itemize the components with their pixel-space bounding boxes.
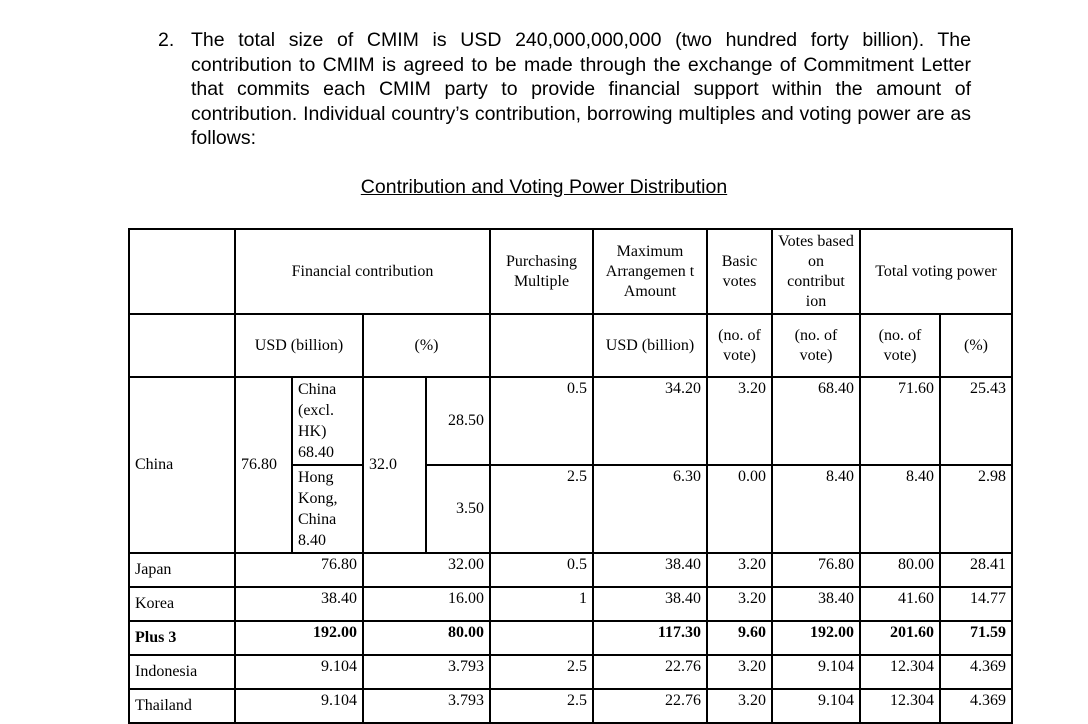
cell-total-pct: 14.77 — [940, 587, 1012, 621]
cell-pct: 16.00 — [363, 587, 490, 621]
hong-kong-votes: 8.40 — [772, 465, 860, 553]
china-mainland-max-amount: 34.20 — [593, 377, 707, 465]
cell-basic-votes: 9.60 — [707, 621, 772, 655]
hong-kong-label: Hong Kong, China 8.40 — [292, 465, 363, 553]
cell-total-pct: 4.369 — [940, 655, 1012, 689]
cell-max-amount: 117.30 — [593, 621, 707, 655]
table-row-plus-3 — [129, 621, 1012, 655]
cell-multiple — [490, 621, 593, 655]
cell-total: 201.60 — [860, 621, 940, 655]
cell-votes: 192.00 — [772, 621, 860, 655]
table-title: Contribution and Voting Power Distribution — [360, 176, 728, 198]
cell-usd: 9.104 — [235, 655, 363, 689]
table-row-indonesia — [129, 655, 1012, 689]
header-total-pct: (%) — [940, 314, 1012, 377]
cell-total: 12.304 — [860, 655, 940, 689]
cell-basic-votes: 3.20 — [707, 553, 772, 587]
header-empty — [129, 229, 235, 314]
header-votes-based: Votes based on contribut ion — [772, 229, 860, 314]
cell-votes: 9.104 — [772, 655, 860, 689]
china-mainland-votes: 68.40 — [772, 377, 860, 465]
cell-max-amount: 22.76 — [593, 689, 707, 723]
row-name: Indonesia — [129, 655, 235, 689]
cell-multiple: 1 — [490, 587, 593, 621]
cell-multiple: 2.5 — [490, 655, 593, 689]
cell-total: 41.60 — [860, 587, 940, 621]
contribution-table — [128, 228, 1013, 724]
row-name: Thailand — [129, 689, 235, 723]
cell-multiple: 2.5 — [490, 689, 593, 723]
cell-usd: 192.00 — [235, 621, 363, 655]
china-mainland-total-pct: 25.43 — [940, 377, 1012, 465]
china-pct: 32.0 — [363, 377, 426, 553]
cell-usd: 38.40 — [235, 587, 363, 621]
header-total-unit: (no. of vote) — [860, 314, 940, 377]
header-usd-billion: USD (billion) — [235, 314, 363, 377]
header-votes-unit: (no. of vote) — [772, 314, 860, 377]
paragraph-number: 2. — [158, 29, 175, 51]
header-maximum-arrangement: Maximum Arrangemen t Amount — [593, 229, 707, 314]
hong-kong-total-pct: 2.98 — [940, 465, 1012, 553]
row-name-china: China — [129, 377, 235, 553]
row-name: Plus 3 — [129, 621, 235, 655]
header-basic-unit: (no. of vote) — [707, 314, 772, 377]
header-basic-votes: Basic votes — [707, 229, 772, 314]
cell-total-pct: 71.59 — [940, 621, 1012, 655]
header2-empty-multiple — [490, 314, 593, 377]
cell-pct: 3.793 — [363, 655, 490, 689]
cell-pct: 80.00 — [363, 621, 490, 655]
row-name: Korea — [129, 587, 235, 621]
table-row-japan — [129, 553, 1012, 587]
header-row-1 — [129, 229, 1012, 314]
china-usd: 76.80 — [235, 377, 292, 553]
header-row-2 — [129, 314, 1012, 377]
china-mainland-multiple: 0.5 — [490, 377, 593, 465]
hong-kong-max-amount: 6.30 — [593, 465, 707, 553]
hong-kong-total: 8.40 — [860, 465, 940, 553]
cell-max-amount: 38.40 — [593, 587, 707, 621]
header2-empty — [129, 314, 235, 377]
cell-basic-votes: 3.20 — [707, 655, 772, 689]
hong-kong-pct: 3.50 — [426, 465, 490, 553]
header-purchasing-multiple: Purchasing Multiple — [490, 229, 593, 314]
header-total-voting: Total voting power — [860, 229, 1012, 314]
table-row-china-mainland — [129, 377, 1012, 465]
hong-kong-multiple: 2.5 — [490, 465, 593, 553]
cell-total: 80.00 — [860, 553, 940, 587]
cell-basic-votes: 3.20 — [707, 587, 772, 621]
china-mainland-basic-votes: 3.20 — [707, 377, 772, 465]
cell-max-amount: 22.76 — [593, 655, 707, 689]
cell-votes: 76.80 — [772, 553, 860, 587]
hong-kong-basic-votes: 0.00 — [707, 465, 772, 553]
china-mainland-total: 71.60 — [860, 377, 940, 465]
header-pct: (%) — [363, 314, 490, 377]
header-max-usd: USD (billion) — [593, 314, 707, 377]
cell-max-amount: 38.40 — [593, 553, 707, 587]
china-mainland-label: China (excl. HK) 68.40 — [292, 377, 363, 465]
paragraph-text: The total size of CMIM is USD 240,000,000,000 (two hundred forty billion). The contribution to CMIM is agreed to be made through the exchange of Commitment Letter that commits each CMIM party to provide financial support within the amount of contribution. Individual country’s contribution, borrowing multiples and voting power are as follows: — [191, 29, 971, 149]
cell-basic-votes: 3.20 — [707, 689, 772, 723]
cell-total: 12.304 — [860, 689, 940, 723]
cell-total-pct: 28.41 — [940, 553, 1012, 587]
cell-pct: 32.00 — [363, 553, 490, 587]
cell-votes: 9.104 — [772, 689, 860, 723]
table-row-thailand — [129, 689, 1012, 723]
table-row-korea — [129, 587, 1012, 621]
header-financial-contribution: Financial contribution — [235, 229, 490, 314]
china-mainland-pct: 28.50 — [426, 377, 490, 465]
cell-pct: 3.793 — [363, 689, 490, 723]
row-name: Japan — [129, 553, 235, 587]
cell-total-pct: 4.369 — [940, 689, 1012, 723]
cell-usd: 76.80 — [235, 553, 363, 587]
cell-multiple: 0.5 — [490, 553, 593, 587]
cell-usd: 9.104 — [235, 689, 363, 723]
cell-votes: 38.40 — [772, 587, 860, 621]
